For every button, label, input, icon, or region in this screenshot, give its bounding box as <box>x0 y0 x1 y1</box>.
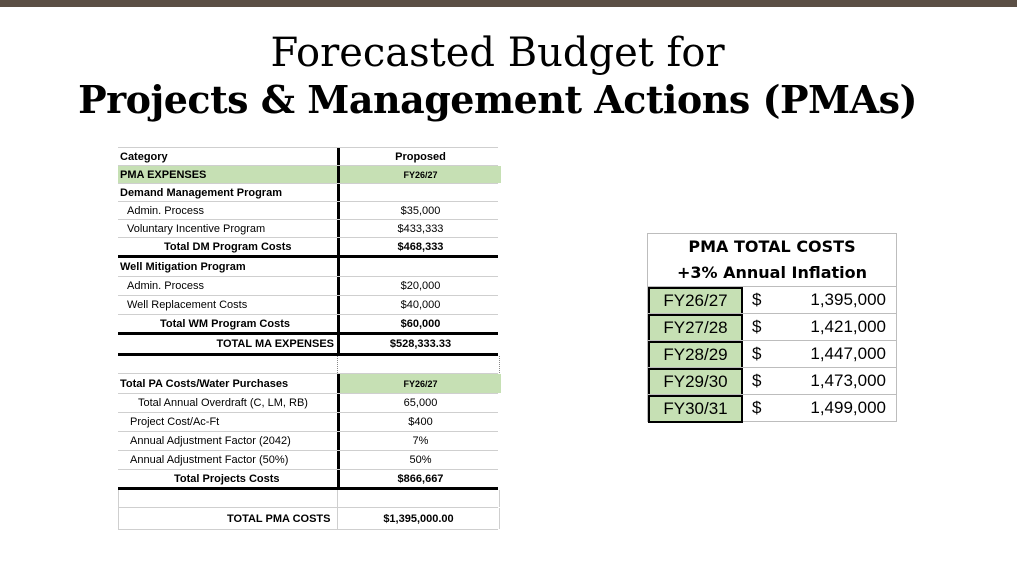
spacer-row <box>118 490 498 508</box>
amount-cell: 1,473,000 <box>810 371 886 390</box>
row-label: Total Annual Overdraft (C, LM, RB) <box>138 397 308 409</box>
dm-total-label: Total DM Program Costs <box>164 240 292 253</box>
pma-expenses-row <box>118 166 498 184</box>
fiscal-year-cell: FY27/28 <box>648 314 743 342</box>
total-ma-label: TOTAL MA EXPENSES <box>216 338 334 350</box>
row-value: $400 <box>408 416 433 428</box>
row-label: Annual Adjustment Factor (50%) <box>130 454 289 466</box>
table-row <box>118 432 498 451</box>
top-accent-bar <box>0 0 1017 7</box>
fiscal-year-cell: FY28/29 <box>648 341 743 369</box>
table-header-row <box>118 147 498 166</box>
budget-detail-table <box>118 147 498 530</box>
page-title-line1: Forecasted Budget for <box>270 30 725 76</box>
row-label: Project Cost/Ac-Ft <box>130 416 220 428</box>
amount-cell: 1,499,000 <box>810 398 886 417</box>
pma-expenses-fy: FY26/27 <box>403 169 438 180</box>
total-ma-row <box>118 335 498 356</box>
row-value: $35,000 <box>400 204 441 217</box>
pma-total-costs-table <box>647 233 897 422</box>
pma-total-costs-title: PMA TOTAL COSTS <box>688 237 856 256</box>
projects-total-row <box>118 470 498 490</box>
table-row <box>648 394 896 421</box>
row-value: 65,000 <box>403 397 438 409</box>
wm-total-label: Total WM Program Costs <box>160 317 290 330</box>
amount-cell: 1,395,000 <box>810 290 886 309</box>
currency-symbol: $ <box>752 371 762 390</box>
row-value: $40,000 <box>400 299 441 311</box>
table-row <box>118 296 498 315</box>
projects-total-label: Total Projects Costs <box>174 472 280 485</box>
currency-symbol: $ <box>752 290 762 309</box>
currency-symbol: $ <box>752 344 762 363</box>
table-row <box>118 202 498 220</box>
amount-cell: 1,421,000 <box>810 317 886 336</box>
table-row <box>648 340 896 367</box>
total-pma-value: $1,395,000.00 <box>383 512 454 525</box>
currency-symbol: $ <box>752 317 762 336</box>
row-label: Well Replacement Costs <box>127 299 248 311</box>
total-pma-row <box>118 508 498 530</box>
wm-total-value: $60,000 <box>400 317 441 330</box>
table-row <box>118 394 498 413</box>
fiscal-year-cell: FY30/31 <box>648 395 743 423</box>
spacer-row <box>118 356 498 374</box>
total-pma-label: TOTAL PMA COSTS <box>227 512 331 525</box>
row-label: Annual Adjustment Factor (2042) <box>130 435 291 447</box>
currency-symbol: $ <box>752 398 762 417</box>
row-label: Voluntary Incentive Program <box>127 222 266 235</box>
projects-total-value: $866,667 <box>397 472 444 485</box>
table-row <box>648 313 896 340</box>
category-header: Category <box>120 150 168 163</box>
dm-program-title: Demand Management Program <box>120 186 282 199</box>
table-row <box>118 220 498 238</box>
row-value: 50% <box>409 454 432 466</box>
table-row <box>118 277 498 296</box>
row-value: 7% <box>412 435 429 447</box>
pa-section-fy: FY26/27 <box>403 378 438 389</box>
amount-cell: 1,447,000 <box>810 344 886 363</box>
page-title-line2: Projects & Management Actions (PMAs) <box>78 77 917 122</box>
table-row <box>118 451 498 470</box>
table-row <box>118 413 498 432</box>
pa-section-title-row <box>118 374 498 394</box>
fiscal-year-cell: FY29/30 <box>648 368 743 396</box>
pa-section-title: Total PA Costs/Water Purchases <box>120 377 289 390</box>
row-value: $433,333 <box>397 222 444 235</box>
table-row <box>648 286 896 313</box>
dm-program-title-row <box>118 184 498 202</box>
pma-expenses-label: PMA EXPENSES <box>120 168 207 181</box>
table-row <box>648 367 896 394</box>
inflation-subtitle: +3% Annual Inflation <box>676 263 868 282</box>
row-label: Admin. Process <box>127 280 205 292</box>
proposed-header: Proposed <box>395 150 446 163</box>
wm-program-title: Well Mitigation Program <box>120 261 246 273</box>
wm-total-row <box>118 315 498 335</box>
dm-total-value: $468,333 <box>397 240 444 253</box>
total-ma-value: $528,333.33 <box>389 338 452 350</box>
dm-total-row <box>118 238 498 258</box>
fiscal-year-cell: FY26/27 <box>648 287 743 315</box>
wm-program-title-row <box>118 258 498 277</box>
row-value: $20,000 <box>400 280 441 292</box>
row-label: Admin. Process <box>127 204 205 217</box>
